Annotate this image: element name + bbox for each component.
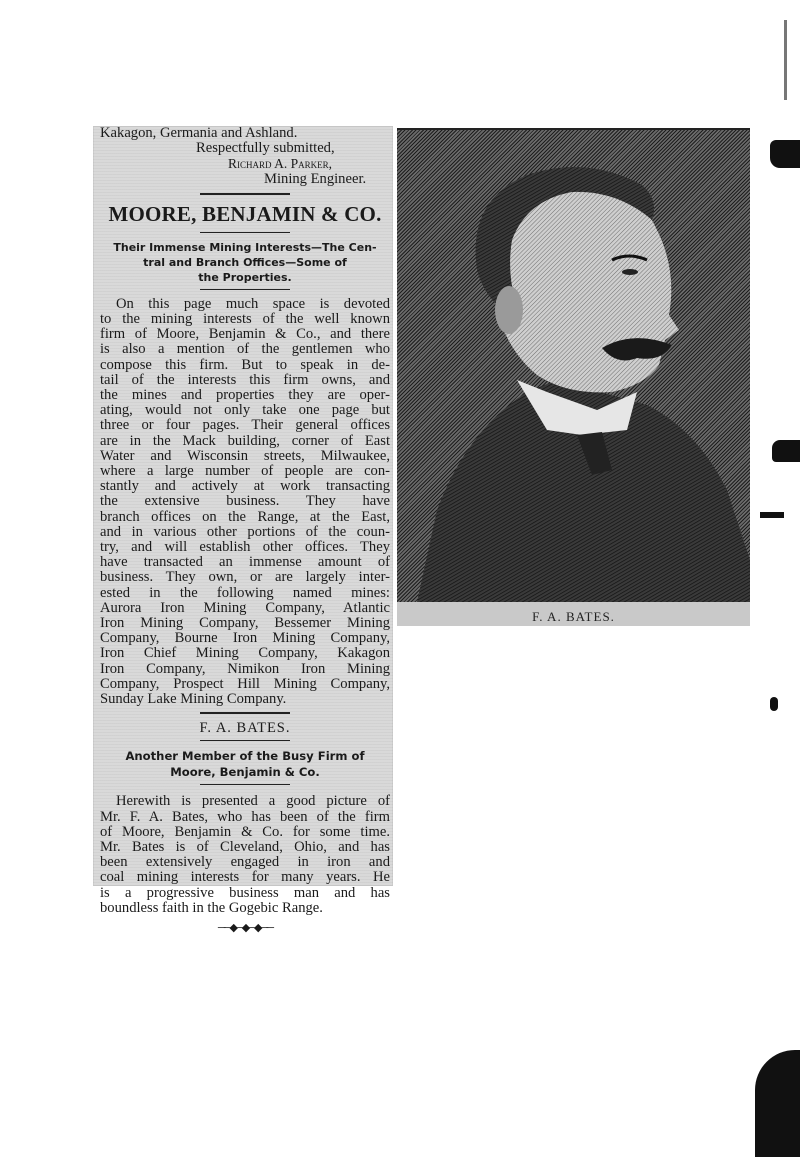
- subhead-line: Moore, Benjamin & Co.: [170, 765, 320, 780]
- subhead-line: tral and Branch Offices—Some of: [143, 255, 347, 269]
- end-ornament: ──◆─◆─◆──: [217, 921, 273, 934]
- body-line: compose this firm. But to speak in de-: [100, 356, 390, 373]
- body-line: where a large number of people are con-: [100, 463, 390, 480]
- body-line: are in the Mack building, corner of East: [100, 432, 390, 449]
- body-line: the extensive business. They have: [100, 493, 390, 510]
- body-line: of Moore, Benjamin & Co. for some time.: [100, 823, 390, 840]
- portrait-caption: F. A. BATES.: [532, 609, 615, 624]
- article-headline: MOORE, BENJAMIN & CO.: [108, 201, 382, 226]
- body-line: Iron Company, Nimikon Iron Mining: [100, 660, 390, 677]
- body-line: is also a mention of the gentlemen who: [100, 341, 390, 358]
- body-line: On this page much space is devoted: [116, 295, 390, 312]
- section-rule: [200, 193, 290, 195]
- body-line: and in various other portions of the coun-: [100, 523, 390, 540]
- body-line: Iron Chief Mining Company, Kakagon: [100, 645, 390, 662]
- subhead-line: Another Member of the Busy Firm of: [125, 749, 365, 764]
- body-line: firm of Moore, Benjamin & Co., and there: [100, 326, 390, 343]
- body-line: Aurora Iron Mining Company, Atlantic: [100, 599, 390, 616]
- body-line: Sunday Lake Mining Company.: [100, 691, 287, 708]
- article-body: [100, 297, 390, 707]
- signoff-title: Mining Engineer.: [264, 170, 367, 187]
- scan-edge-mark: [770, 140, 800, 168]
- article-headline: F. A. BATES.: [199, 720, 291, 737]
- body-line: Iron Mining Company, Bessemer Mining: [100, 615, 390, 632]
- body-line: Water and Wisconsin streets, Milwaukee,: [100, 447, 390, 464]
- signoff-name: Richard A. Parker,: [228, 156, 333, 172]
- body-line: is a progressive business man and has: [100, 884, 390, 901]
- body-line: boundless faith in the Gogebic Range.: [100, 899, 323, 916]
- scan-edge-mark: [755, 1050, 800, 1157]
- body-line: Mr. F. A. Bates, who has been of the firm: [100, 808, 390, 825]
- body-line: ating, would not only take one page but: [100, 402, 390, 419]
- text-column: [100, 126, 390, 934]
- body-line: have transacted an immense amount of: [100, 554, 390, 571]
- article-body: [100, 794, 390, 916]
- signoff-submitted: Respectfully submitted,: [196, 140, 335, 157]
- subhead-line: the Properties.: [198, 270, 292, 284]
- portrait-engraving: [397, 128, 750, 602]
- article-subhead: [100, 240, 390, 285]
- article-subhead: [100, 748, 390, 780]
- scan-edge-mark: [772, 440, 800, 462]
- body-line: stantly and actively at work transacting: [100, 478, 390, 495]
- body-line: business. They own, or are largely inter-: [100, 569, 390, 586]
- body-line: the mines and properties they are oper-: [100, 387, 390, 404]
- body-line: branch offices on the Range, at the East,: [100, 508, 390, 525]
- scan-edge-mark: [770, 697, 778, 711]
- subhead-line: Their Immense Mining Interests—The Cen-: [113, 240, 377, 254]
- body-line: ested in the following named mines:: [100, 584, 390, 601]
- scan-edge-mark: [760, 512, 784, 518]
- body-line: been extensively engaged in iron and: [100, 854, 390, 871]
- scan-edge-mark: [784, 20, 787, 100]
- body-line: try, and will establish other offices. They: [100, 539, 390, 556]
- intro-line: Kakagon, Germania and Ashland.: [100, 125, 298, 141]
- body-line: Mr. Bates is of Cleveland, Ohio, and has: [100, 838, 390, 855]
- body-line: Company, Bourne Iron Mining Company,: [100, 630, 390, 647]
- body-line: Herewith is presented a good picture of: [116, 793, 390, 810]
- section-rule: [200, 712, 290, 714]
- portrait-figure-icon: [397, 130, 750, 602]
- body-line: to the mining interests of the well known: [100, 311, 390, 328]
- body-line: three or four pages. Their general offices: [100, 417, 390, 434]
- body-line: coal mining interests for many years. He: [100, 869, 390, 886]
- body-line: tail of the interests this firm owns, and: [100, 371, 390, 388]
- body-line: Company, Prospect Hill Mining Company,: [100, 675, 390, 692]
